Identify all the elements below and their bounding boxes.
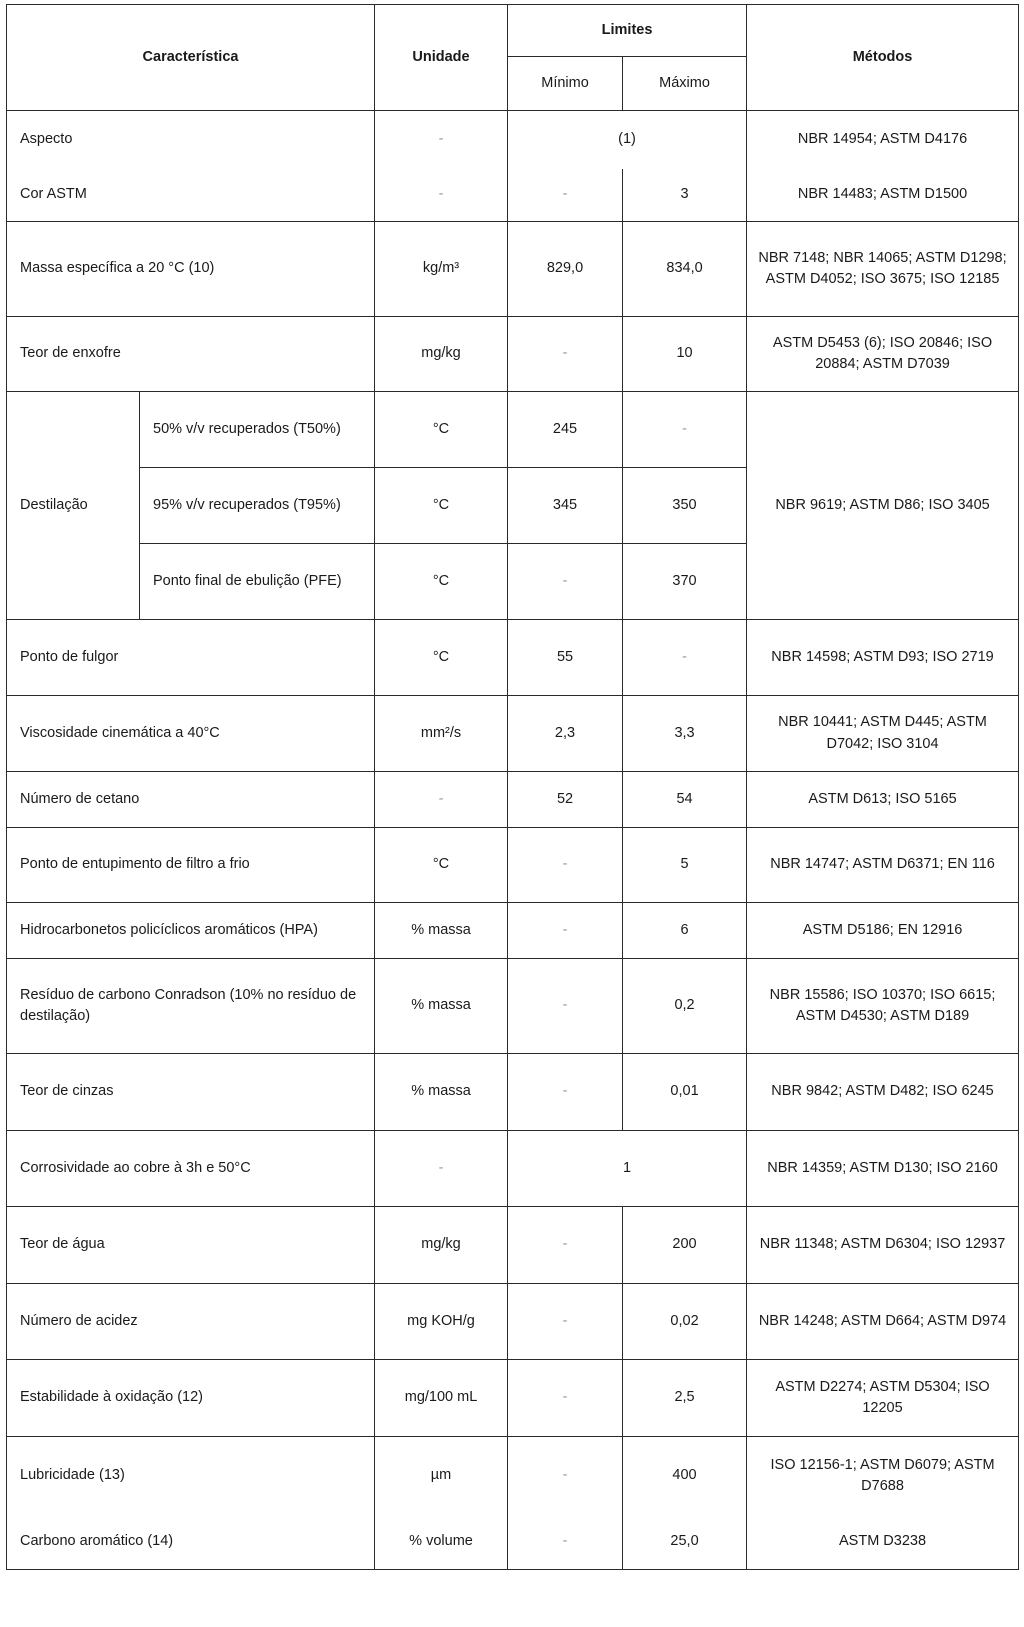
table-row	[7, 1437, 1019, 1515]
row-method: NBR 14483; ASTM D1500	[747, 169, 1019, 222]
row-max: 400	[623, 1437, 747, 1515]
row-max: 5	[623, 828, 747, 903]
header-limites: Limites	[508, 5, 747, 57]
row-min: 52	[508, 772, 623, 828]
table-row	[7, 620, 1019, 696]
row-method: ASTM D5186; EN 12916	[747, 903, 1019, 959]
table-row	[7, 1284, 1019, 1360]
header-row-1	[7, 5, 1019, 57]
sub-row-name: Ponto final de ebulição (PFE)	[140, 544, 375, 620]
row-min: -	[508, 317, 623, 392]
row-name: Número de acidez	[7, 1284, 375, 1360]
row-max: -	[623, 620, 747, 696]
row-name: Massa específica a 20 °C (10)	[7, 222, 375, 317]
row-name: Teor de cinzas	[7, 1054, 375, 1131]
table-row	[7, 1131, 1019, 1207]
row-unit: mg/kg	[375, 1207, 508, 1284]
row-min: 829,0	[508, 222, 623, 317]
row-max: 25,0	[623, 1515, 747, 1570]
table-row	[7, 1360, 1019, 1437]
row-unit: mg/100 mL	[375, 1360, 508, 1437]
row-unit: °C	[375, 620, 508, 696]
row-min: -	[508, 1284, 623, 1360]
header-maximo: Máximo	[623, 57, 747, 111]
row-name: Destilação	[7, 392, 140, 620]
row-max: 6	[623, 903, 747, 959]
row-min: 2,3	[508, 696, 623, 772]
table-row	[7, 392, 1019, 468]
row-min: -	[508, 1054, 623, 1131]
row-unit: °C	[375, 828, 508, 903]
row-method: ASTM D3238	[747, 1515, 1019, 1570]
row-max: 0,01	[623, 1054, 747, 1131]
row-max: 834,0	[623, 222, 747, 317]
row-max: 3,3	[623, 696, 747, 772]
row-unit: -	[375, 169, 508, 222]
table-row	[7, 959, 1019, 1054]
row-min: -	[508, 544, 623, 620]
row-unit: -	[375, 772, 508, 828]
row-max: 370	[623, 544, 747, 620]
sub-row-name: 50% v/v recuperados (T50%)	[140, 392, 375, 468]
row-max: 54	[623, 772, 747, 828]
row-max: 2,5	[623, 1360, 747, 1437]
row-min: 345	[508, 468, 623, 544]
row-max: -	[623, 392, 747, 468]
row-name: Lubricidade (13)	[7, 1437, 375, 1515]
row-method: ASTM D5453 (6); ISO 20846; ISO 20884; ASTM D7039	[747, 317, 1019, 392]
row-unit: mm²/s	[375, 696, 508, 772]
row-unit: % volume	[375, 1515, 508, 1570]
row-name: Ponto de fulgor	[7, 620, 375, 696]
row-unit: °C	[375, 468, 508, 544]
table-row	[7, 903, 1019, 959]
table-row	[7, 169, 1019, 222]
row-name: Estabilidade à oxidação (12)	[7, 1360, 375, 1437]
row-name: Carbono aromático (14)	[7, 1515, 375, 1570]
row-unit: % massa	[375, 1054, 508, 1131]
table-row	[7, 1515, 1019, 1570]
row-unit: mg/kg	[375, 317, 508, 392]
row-max: 200	[623, 1207, 747, 1284]
row-max: 0,02	[623, 1284, 747, 1360]
row-limit: (1)	[508, 111, 747, 169]
row-method: NBR 11348; ASTM D6304; ISO 12937	[747, 1207, 1019, 1284]
row-max: 10	[623, 317, 747, 392]
row-unit: -	[375, 1131, 508, 1207]
row-min: -	[508, 169, 623, 222]
header-unidade: Unidade	[375, 5, 508, 111]
specification-table	[6, 4, 1019, 1570]
row-unit: % massa	[375, 903, 508, 959]
row-min: 55	[508, 620, 623, 696]
table-row	[7, 772, 1019, 828]
table-row	[7, 1054, 1019, 1131]
header-metodos: Métodos	[747, 5, 1019, 111]
header-caracteristica: Característica	[7, 5, 375, 111]
row-unit: % massa	[375, 959, 508, 1054]
row-name: Cor ASTM	[7, 169, 375, 222]
header-minimo: Mínimo	[508, 57, 623, 111]
row-method: NBR 14248; ASTM D664; ASTM D974	[747, 1284, 1019, 1360]
row-unit: °C	[375, 392, 508, 468]
row-min: -	[508, 1360, 623, 1437]
row-method: NBR 10441; ASTM D445; ASTM D7042; ISO 3104	[747, 696, 1019, 772]
row-method: NBR 9619; ASTM D86; ISO 3405	[747, 392, 1019, 620]
row-name: Aspecto	[7, 111, 375, 169]
row-method: NBR 14359; ASTM D130; ISO 2160	[747, 1131, 1019, 1207]
row-method: ASTM D613; ISO 5165	[747, 772, 1019, 828]
row-name: Número de cetano	[7, 772, 375, 828]
row-limit: 1	[508, 1131, 747, 1207]
table-row	[7, 1207, 1019, 1284]
row-max: 3	[623, 169, 747, 222]
row-name: Ponto de entupimento de filtro a frio	[7, 828, 375, 903]
row-method: NBR 14598; ASTM D93; ISO 2719	[747, 620, 1019, 696]
row-method: NBR 15586; ISO 10370; ISO 6615; ASTM D4530; ASTM D189	[747, 959, 1019, 1054]
row-name: Corrosividade ao cobre à 3h e 50°C	[7, 1131, 375, 1207]
row-name: Teor de enxofre	[7, 317, 375, 392]
row-method: ASTM D2274; ASTM D5304; ISO 12205	[747, 1360, 1019, 1437]
row-min: -	[508, 1437, 623, 1515]
row-max: 350	[623, 468, 747, 544]
table-row	[7, 696, 1019, 772]
row-name: Hidrocarbonetos policíclicos aromáticos (HPA)	[7, 903, 375, 959]
row-unit: mg KOH/g	[375, 1284, 508, 1360]
row-min: -	[508, 903, 623, 959]
row-name: Resíduo de carbono Conradson (10% no resíduo de destilação)	[7, 959, 375, 1054]
row-name: Teor de água	[7, 1207, 375, 1284]
row-method: NBR 14747; ASTM D6371; EN 116	[747, 828, 1019, 903]
sub-row-name: 95% v/v recuperados (T95%)	[140, 468, 375, 544]
table-row	[7, 222, 1019, 317]
row-method: NBR 7148; NBR 14065; ASTM D1298; ASTM D4052; ISO 3675; ISO 12185	[747, 222, 1019, 317]
row-min: 245	[508, 392, 623, 468]
row-method: NBR 14954; ASTM D4176	[747, 111, 1019, 169]
row-unit: °C	[375, 544, 508, 620]
row-unit: kg/m³	[375, 222, 508, 317]
row-unit: -	[375, 111, 508, 169]
row-min: -	[508, 959, 623, 1054]
table-row	[7, 111, 1019, 169]
table-row	[7, 828, 1019, 903]
row-min: -	[508, 1207, 623, 1284]
table-row	[7, 317, 1019, 392]
row-unit: µm	[375, 1437, 508, 1515]
row-min: -	[508, 828, 623, 903]
row-min: -	[508, 1515, 623, 1570]
row-method: NBR 9842; ASTM D482; ISO 6245	[747, 1054, 1019, 1131]
row-method: ISO 12156-1; ASTM D6079; ASTM D7688	[747, 1437, 1019, 1515]
row-max: 0,2	[623, 959, 747, 1054]
row-name: Viscosidade cinemática a 40°C	[7, 696, 375, 772]
